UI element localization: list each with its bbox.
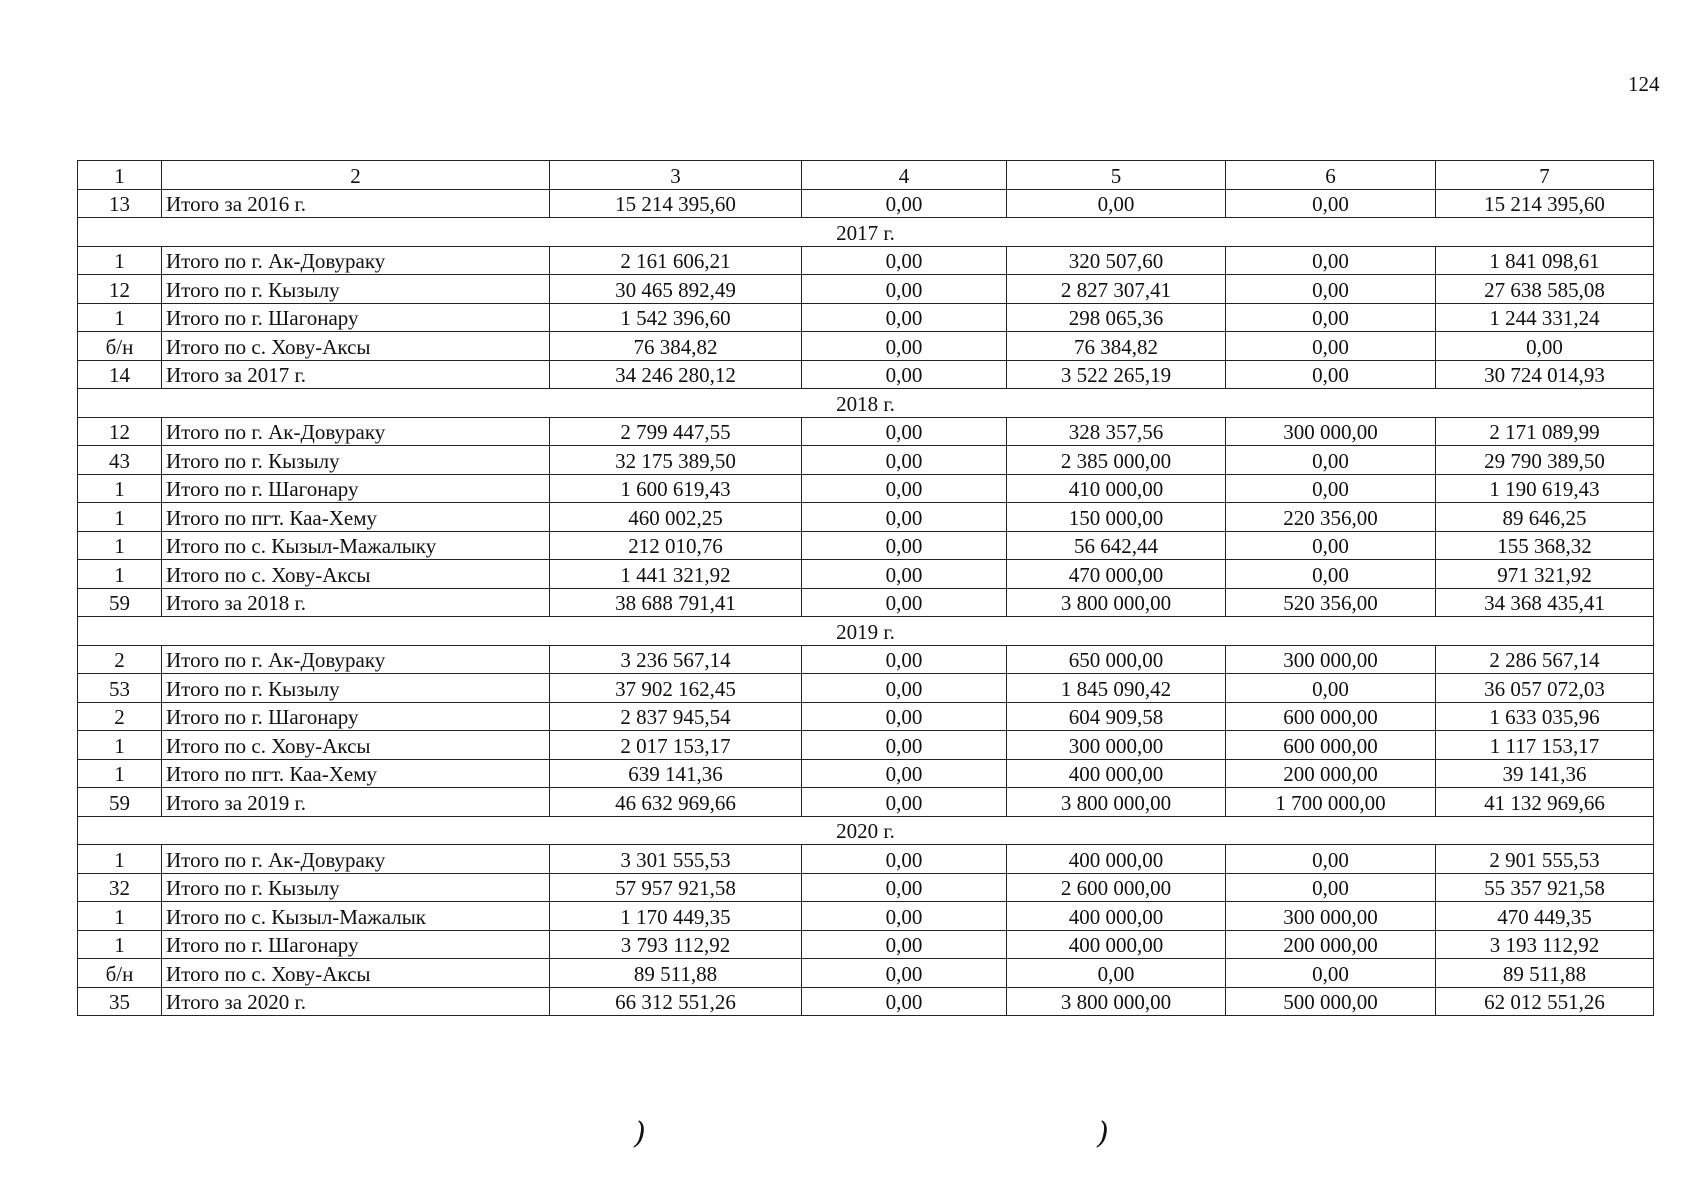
row-count: 1 bbox=[78, 845, 162, 874]
amount-col-6: 1 700 000,00 bbox=[1226, 788, 1436, 817]
row-count: 12 bbox=[78, 275, 162, 304]
table-row bbox=[78, 560, 1654, 589]
row-label: Итого по г. Шагонару bbox=[162, 303, 550, 332]
amount-col-6: 300 000,00 bbox=[1226, 902, 1436, 931]
amount-col-3: 2 161 606,21 bbox=[550, 246, 802, 275]
amount-col-3: 89 511,88 bbox=[550, 959, 802, 988]
amount-col-4: 0,00 bbox=[802, 275, 1007, 304]
amount-col-7: 30 724 014,93 bbox=[1436, 360, 1654, 389]
year-label: 2017 г. bbox=[78, 218, 1654, 247]
amount-col-4: 0,00 bbox=[802, 645, 1007, 674]
amount-col-6: 0,00 bbox=[1226, 560, 1436, 589]
amount-col-5: 76 384,82 bbox=[1007, 332, 1226, 361]
amount-col-4: 0,00 bbox=[802, 702, 1007, 731]
amount-col-6: 600 000,00 bbox=[1226, 731, 1436, 760]
table-row bbox=[78, 446, 1654, 475]
amount-col-4: 0,00 bbox=[802, 674, 1007, 703]
amount-col-5: 410 000,00 bbox=[1007, 474, 1226, 503]
amount-col-4: 0,00 bbox=[802, 446, 1007, 475]
amount-col-4: 0,00 bbox=[802, 731, 1007, 760]
row-label: Итого за 2017 г. bbox=[162, 360, 550, 389]
year-section-row bbox=[78, 617, 1654, 646]
table-row bbox=[78, 987, 1654, 1016]
amount-col-6: 520 356,00 bbox=[1226, 588, 1436, 617]
row-count: 1 bbox=[78, 731, 162, 760]
amount-col-5: 2 827 307,41 bbox=[1007, 275, 1226, 304]
amount-col-5: 400 000,00 bbox=[1007, 759, 1226, 788]
table-row bbox=[78, 189, 1654, 218]
column-number: 3 bbox=[550, 161, 802, 190]
row-label: Итого за 2016 г. bbox=[162, 189, 550, 218]
row-label: Итого по с. Хову-Аксы bbox=[162, 332, 550, 361]
amount-col-7: 470 449,35 bbox=[1436, 902, 1654, 931]
amount-col-6: 0,00 bbox=[1226, 474, 1436, 503]
amount-col-3: 38 688 791,41 bbox=[550, 588, 802, 617]
row-count: 1 bbox=[78, 303, 162, 332]
amount-col-3: 1 441 321,92 bbox=[550, 560, 802, 589]
amount-col-6: 220 356,00 bbox=[1226, 503, 1436, 532]
amount-col-6: 0,00 bbox=[1226, 246, 1436, 275]
row-count: 59 bbox=[78, 788, 162, 817]
table-row bbox=[78, 731, 1654, 760]
year-label: 2019 г. bbox=[78, 617, 1654, 646]
row-count: 2 bbox=[78, 702, 162, 731]
amount-col-7: 29 790 389,50 bbox=[1436, 446, 1654, 475]
row-count: 1 bbox=[78, 759, 162, 788]
amount-col-7: 89 646,25 bbox=[1436, 503, 1654, 532]
amount-col-3: 46 632 969,66 bbox=[550, 788, 802, 817]
row-count: 1 bbox=[78, 531, 162, 560]
column-number: 1 bbox=[78, 161, 162, 190]
amount-col-7: 41 132 969,66 bbox=[1436, 788, 1654, 817]
row-count: 13 bbox=[78, 189, 162, 218]
amount-col-6: 0,00 bbox=[1226, 674, 1436, 703]
row-count: б/н bbox=[78, 959, 162, 988]
amount-col-3: 2 799 447,55 bbox=[550, 417, 802, 446]
amount-col-4: 0,00 bbox=[802, 303, 1007, 332]
table-row bbox=[78, 503, 1654, 532]
row-label: Итого по г. Шагонару bbox=[162, 930, 550, 959]
amount-col-5: 3 522 265,19 bbox=[1007, 360, 1226, 389]
summary-table bbox=[77, 160, 1654, 1016]
amount-col-7: 34 368 435,41 bbox=[1436, 588, 1654, 617]
table-row bbox=[78, 902, 1654, 931]
amount-col-7: 27 638 585,08 bbox=[1436, 275, 1654, 304]
amount-col-3: 460 002,25 bbox=[550, 503, 802, 532]
amount-col-4: 0,00 bbox=[802, 189, 1007, 218]
row-label: Итого по г. Шагонару bbox=[162, 474, 550, 503]
table-row bbox=[78, 959, 1654, 988]
amount-col-3: 34 246 280,12 bbox=[550, 360, 802, 389]
table-row bbox=[78, 275, 1654, 304]
table-row bbox=[78, 702, 1654, 731]
amount-col-4: 0,00 bbox=[802, 987, 1007, 1016]
row-label: Итого по г. Ак-Довураку bbox=[162, 246, 550, 275]
amount-col-7: 2 901 555,53 bbox=[1436, 845, 1654, 874]
row-count: 43 bbox=[78, 446, 162, 475]
amount-col-7: 1 117 153,17 bbox=[1436, 731, 1654, 760]
amount-col-4: 0,00 bbox=[802, 332, 1007, 361]
amount-col-5: 2 385 000,00 bbox=[1007, 446, 1226, 475]
amount-col-6: 0,00 bbox=[1226, 446, 1436, 475]
amount-col-6: 0,00 bbox=[1226, 959, 1436, 988]
amount-col-5: 400 000,00 bbox=[1007, 845, 1226, 874]
table-row bbox=[78, 845, 1654, 874]
amount-col-4: 0,00 bbox=[802, 417, 1007, 446]
amount-col-6: 0,00 bbox=[1226, 189, 1436, 218]
table-row bbox=[78, 588, 1654, 617]
amount-col-3: 15 214 395,60 bbox=[550, 189, 802, 218]
amount-col-4: 0,00 bbox=[802, 845, 1007, 874]
row-label: Итого за 2018 г. bbox=[162, 588, 550, 617]
amount-col-4: 0,00 bbox=[802, 930, 1007, 959]
amount-col-5: 650 000,00 bbox=[1007, 645, 1226, 674]
year-section-row bbox=[78, 389, 1654, 418]
table-row bbox=[78, 531, 1654, 560]
table-row bbox=[78, 417, 1654, 446]
row-count: 2 bbox=[78, 645, 162, 674]
amount-col-6: 0,00 bbox=[1226, 275, 1436, 304]
amount-col-6: 600 000,00 bbox=[1226, 702, 1436, 731]
amount-col-5: 56 642,44 bbox=[1007, 531, 1226, 560]
row-count: 35 bbox=[78, 987, 162, 1016]
row-label: Итого по с. Хову-Аксы bbox=[162, 731, 550, 760]
row-count: 1 bbox=[78, 902, 162, 931]
amount-col-3: 57 957 921,58 bbox=[550, 873, 802, 902]
row-count: б/н bbox=[78, 332, 162, 361]
handwritten-mark: ) bbox=[1097, 1116, 1109, 1151]
row-label: Итого по г. Кызылу bbox=[162, 275, 550, 304]
amount-col-7: 15 214 395,60 bbox=[1436, 189, 1654, 218]
amount-col-6: 0,00 bbox=[1226, 845, 1436, 874]
amount-col-6: 300 000,00 bbox=[1226, 417, 1436, 446]
row-label: Итого по г. Ак-Довураку bbox=[162, 417, 550, 446]
amount-col-5: 0,00 bbox=[1007, 189, 1226, 218]
row-count: 32 bbox=[78, 873, 162, 902]
amount-col-5: 300 000,00 bbox=[1007, 731, 1226, 760]
year-label: 2020 г. bbox=[78, 816, 1654, 845]
amount-col-7: 3 193 112,92 bbox=[1436, 930, 1654, 959]
amount-col-5: 470 000,00 bbox=[1007, 560, 1226, 589]
amount-col-6: 0,00 bbox=[1226, 873, 1436, 902]
amount-col-3: 1 600 619,43 bbox=[550, 474, 802, 503]
table-row bbox=[78, 873, 1654, 902]
amount-col-3: 639 141,36 bbox=[550, 759, 802, 788]
amount-col-6: 500 000,00 bbox=[1226, 987, 1436, 1016]
row-count: 59 bbox=[78, 588, 162, 617]
row-count: 1 bbox=[78, 503, 162, 532]
row-label: Итого по пгт. Каа-Хему bbox=[162, 503, 550, 532]
amount-col-4: 0,00 bbox=[802, 531, 1007, 560]
amount-col-7: 89 511,88 bbox=[1436, 959, 1654, 988]
amount-col-7: 55 357 921,58 bbox=[1436, 873, 1654, 902]
amount-col-3: 66 312 551,26 bbox=[550, 987, 802, 1016]
amount-col-7: 2 171 089,99 bbox=[1436, 417, 1654, 446]
amount-col-7: 0,00 bbox=[1436, 332, 1654, 361]
amount-col-3: 3 236 567,14 bbox=[550, 645, 802, 674]
year-section-row bbox=[78, 816, 1654, 845]
row-label: Итого по г. Кызылу bbox=[162, 674, 550, 703]
row-count: 1 bbox=[78, 560, 162, 589]
column-number: 4 bbox=[802, 161, 1007, 190]
row-label: Итого по г. Ак-Довураку bbox=[162, 645, 550, 674]
amount-col-5: 0,00 bbox=[1007, 959, 1226, 988]
amount-col-6: 300 000,00 bbox=[1226, 645, 1436, 674]
amount-col-3: 3 793 112,92 bbox=[550, 930, 802, 959]
amount-col-4: 0,00 bbox=[802, 788, 1007, 817]
table-row bbox=[78, 246, 1654, 275]
table-row bbox=[78, 303, 1654, 332]
row-count: 53 bbox=[78, 674, 162, 703]
row-count: 1 bbox=[78, 930, 162, 959]
amount-col-4: 0,00 bbox=[802, 474, 1007, 503]
amount-col-4: 0,00 bbox=[802, 873, 1007, 902]
year-label: 2018 г. bbox=[78, 389, 1654, 418]
amount-col-7: 155 368,32 bbox=[1436, 531, 1654, 560]
amount-col-5: 400 000,00 bbox=[1007, 930, 1226, 959]
amount-col-5: 328 357,56 bbox=[1007, 417, 1226, 446]
row-count: 14 bbox=[78, 360, 162, 389]
year-section-row bbox=[78, 218, 1654, 247]
amount-col-4: 0,00 bbox=[802, 959, 1007, 988]
row-count: 1 bbox=[78, 246, 162, 275]
amount-col-4: 0,00 bbox=[802, 360, 1007, 389]
table-row bbox=[78, 332, 1654, 361]
amount-col-3: 2 017 153,17 bbox=[550, 731, 802, 760]
amount-col-5: 3 800 000,00 bbox=[1007, 788, 1226, 817]
amount-col-4: 0,00 bbox=[802, 902, 1007, 931]
handwritten-mark: ) bbox=[634, 1116, 646, 1151]
amount-col-3: 1 170 449,35 bbox=[550, 902, 802, 931]
amount-col-4: 0,00 bbox=[802, 246, 1007, 275]
row-label: Итого по с. Кызыл-Мажалыку bbox=[162, 531, 550, 560]
table-row bbox=[78, 645, 1654, 674]
table-row bbox=[78, 674, 1654, 703]
column-number: 6 bbox=[1226, 161, 1436, 190]
row-label: Итого по с. Хову-Аксы bbox=[162, 560, 550, 589]
amount-col-3: 2 837 945,54 bbox=[550, 702, 802, 731]
amount-col-7: 1 244 331,24 bbox=[1436, 303, 1654, 332]
amount-col-7: 1 841 098,61 bbox=[1436, 246, 1654, 275]
amount-col-6: 0,00 bbox=[1226, 360, 1436, 389]
amount-col-4: 0,00 bbox=[802, 503, 1007, 532]
row-label: Итого по г. Кызылу bbox=[162, 446, 550, 475]
table-row bbox=[78, 930, 1654, 959]
amount-col-3: 37 902 162,45 bbox=[550, 674, 802, 703]
amount-col-3: 32 175 389,50 bbox=[550, 446, 802, 475]
column-number: 7 bbox=[1436, 161, 1654, 190]
table-row bbox=[78, 474, 1654, 503]
amount-col-3: 1 542 396,60 bbox=[550, 303, 802, 332]
amount-col-5: 3 800 000,00 bbox=[1007, 588, 1226, 617]
table-row bbox=[78, 759, 1654, 788]
row-count: 12 bbox=[78, 417, 162, 446]
amount-col-5: 150 000,00 bbox=[1007, 503, 1226, 532]
amount-col-5: 400 000,00 bbox=[1007, 902, 1226, 931]
row-label: Итого за 2019 г. bbox=[162, 788, 550, 817]
table-row bbox=[78, 788, 1654, 817]
amount-col-6: 0,00 bbox=[1226, 531, 1436, 560]
amount-col-7: 2 286 567,14 bbox=[1436, 645, 1654, 674]
amount-col-7: 971 321,92 bbox=[1436, 560, 1654, 589]
amount-col-6: 200 000,00 bbox=[1226, 930, 1436, 959]
amount-col-4: 0,00 bbox=[802, 759, 1007, 788]
amount-col-7: 36 057 072,03 bbox=[1436, 674, 1654, 703]
amount-col-5: 298 065,36 bbox=[1007, 303, 1226, 332]
amount-col-3: 30 465 892,49 bbox=[550, 275, 802, 304]
table-row bbox=[78, 360, 1654, 389]
amount-col-6: 0,00 bbox=[1226, 332, 1436, 361]
row-label: Итого по г. Ак-Довураку bbox=[162, 845, 550, 874]
amount-col-3: 212 010,76 bbox=[550, 531, 802, 560]
row-label: Итого по с. Кызыл-Мажалык bbox=[162, 902, 550, 931]
row-label: Итого по с. Хову-Аксы bbox=[162, 959, 550, 988]
column-number: 2 bbox=[162, 161, 550, 190]
amount-col-7: 1 633 035,96 bbox=[1436, 702, 1654, 731]
amount-col-5: 320 507,60 bbox=[1007, 246, 1226, 275]
amount-col-4: 0,00 bbox=[802, 560, 1007, 589]
amount-col-7: 62 012 551,26 bbox=[1436, 987, 1654, 1016]
amount-col-7: 39 141,36 bbox=[1436, 759, 1654, 788]
row-label: Итого по пгт. Каа-Хему bbox=[162, 759, 550, 788]
page-number: 124 bbox=[1628, 72, 1660, 96]
amount-col-5: 2 600 000,00 bbox=[1007, 873, 1226, 902]
row-count: 1 bbox=[78, 474, 162, 503]
amount-col-4: 0,00 bbox=[802, 588, 1007, 617]
amount-col-5: 3 800 000,00 bbox=[1007, 987, 1226, 1016]
row-label: Итого за 2020 г. bbox=[162, 987, 550, 1016]
column-number: 5 bbox=[1007, 161, 1226, 190]
row-label: Итого по г. Шагонару bbox=[162, 702, 550, 731]
amount-col-6: 200 000,00 bbox=[1226, 759, 1436, 788]
amount-col-3: 76 384,82 bbox=[550, 332, 802, 361]
amount-col-6: 0,00 bbox=[1226, 303, 1436, 332]
amount-col-5: 604 909,58 bbox=[1007, 702, 1226, 731]
amount-col-5: 1 845 090,42 bbox=[1007, 674, 1226, 703]
column-number-row bbox=[78, 161, 1654, 190]
row-label: Итого по г. Кызылу bbox=[162, 873, 550, 902]
amount-col-3: 3 301 555,53 bbox=[550, 845, 802, 874]
amount-col-7: 1 190 619,43 bbox=[1436, 474, 1654, 503]
